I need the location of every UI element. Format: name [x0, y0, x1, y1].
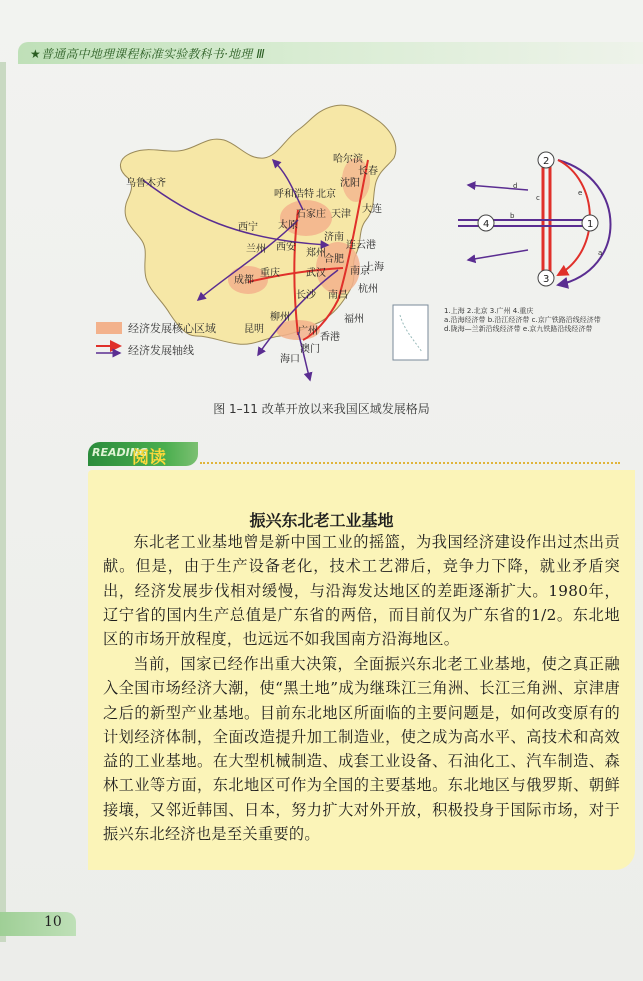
svg-text:a: a: [598, 249, 603, 257]
svg-text:4: 4: [483, 219, 490, 230]
city-label: 昆明: [244, 324, 264, 335]
south-sea-inset: [393, 305, 428, 360]
city-label: 郑州: [306, 248, 326, 259]
city-label: 长春: [358, 166, 378, 177]
city-label: 呼和浩特: [274, 189, 314, 200]
diagram-key-3: d.陇海—兰新沿线经济带 e.京九铁路沿线经济带: [444, 325, 593, 333]
page-number: 10: [44, 914, 62, 930]
svg-text:b: b: [510, 212, 515, 220]
city-label: 哈尔滨: [333, 154, 363, 165]
city-label: 南京: [350, 266, 370, 277]
city-label: 海口: [280, 354, 300, 365]
svg-text:1: 1: [587, 219, 594, 230]
city-label: 大连: [362, 204, 382, 215]
legend-axis-label: 经济发展轴线: [128, 344, 194, 357]
city-label: 天津: [331, 209, 351, 220]
book-header-title: ★普通高中地理课程标准实验教科书·地理 Ⅲ: [30, 47, 265, 61]
legend-core-label: 经济发展核心区域: [128, 322, 216, 335]
legend-core-swatch: [96, 322, 122, 334]
reading-badge-cn: 阅读: [132, 448, 166, 468]
diagram-key-2: a.沿海经济带 b.沿江经济带 c.京广铁路沿线经济带: [444, 316, 601, 324]
schematic-diagram: [444, 152, 611, 333]
city-label: 上海: [364, 262, 384, 273]
left-rail: [0, 62, 6, 942]
city-label: 北京: [316, 189, 336, 200]
china-map: [88, 100, 638, 390]
region-development-figure: [88, 100, 638, 390]
svg-text:d: d: [513, 182, 518, 190]
city-label: 柳州: [270, 312, 290, 323]
city-label: 成都: [234, 275, 254, 286]
city-label: 武汉: [306, 268, 326, 279]
city-label: 石家庄: [296, 209, 326, 220]
diagram-key-1: 1.上海 2.北京 3.广州 4.重庆: [444, 307, 534, 315]
city-label: 长沙: [296, 290, 316, 301]
city-label: 太原: [278, 220, 298, 231]
city-label: 广州: [298, 326, 318, 337]
city-label: 兰州: [246, 244, 266, 255]
city-label: 乌鲁木齐: [126, 178, 166, 189]
page-number-bar: [0, 912, 76, 936]
city-label: 连云港: [346, 240, 376, 251]
reading-paragraph-2: 当前，国家已经作出重大决策，全面振兴东北老工业基地，使之真正融入全国市场经济大潮，使“黑土地”成为继珠江三角洲、长江三角洲、京津唐之后的新型产业基地。目前东北地区所面临的主要问题是，如何改变原有的计划经济体制，全面改造提升加工制造业，使之成为高水平、高技术和高效益的工业基地。在大型机械制造、成套工业设备、石油化工、汽车制造、森林工业等方面，东北地区可作为全国的主要基地。东北地区与俄罗斯、朝鲜接壤，又邻近韩国、日本，努力扩大对外开放，积极投身于国际市场，对于振兴东北经济也是至关重要的。: [103, 655, 620, 844]
city-label: 西安: [276, 242, 296, 253]
figure-caption: 图 1–11 改革开放以来我国区域发展格局: [213, 402, 430, 416]
svg-text:e: e: [578, 189, 583, 197]
reading-badge-en: READING: [92, 446, 148, 459]
svg-text:3: 3: [543, 274, 550, 285]
dotted-divider: [200, 462, 620, 464]
city-label: 沈阳: [340, 178, 360, 189]
city-label: 香港: [320, 332, 340, 343]
city-label: 澳门: [300, 344, 320, 355]
svg-text:2: 2: [543, 156, 550, 167]
reading-title: 振兴东北老工业基地: [249, 511, 394, 530]
svg-text:c: c: [536, 194, 540, 202]
city-label: 杭州: [358, 284, 378, 295]
city-label: 福州: [344, 314, 364, 325]
city-label: 西宁: [238, 222, 258, 233]
city-label: 济南: [324, 232, 344, 243]
city-label: 合肥: [324, 254, 344, 265]
reading-paragraph-1: 东北老工业基地曾是新中国工业的摇篮，为我国经济建设作出过杰出贡献。但是，由于生产设备老化，技术工艺滞后，竞争力下降，就业矛盾突出，经济发展步伐相对缓慢，与沿海发达地区的差距逐渐扩大。1980年，辽宁省的国内生产总值是广东省的两倍，而目前仅为广东省的1/2。东北地区的市场开放程度，也远远不如我国南方沿海地区。: [103, 533, 620, 649]
city-label: 重庆: [260, 268, 280, 279]
city-label: 南昌: [328, 290, 348, 301]
